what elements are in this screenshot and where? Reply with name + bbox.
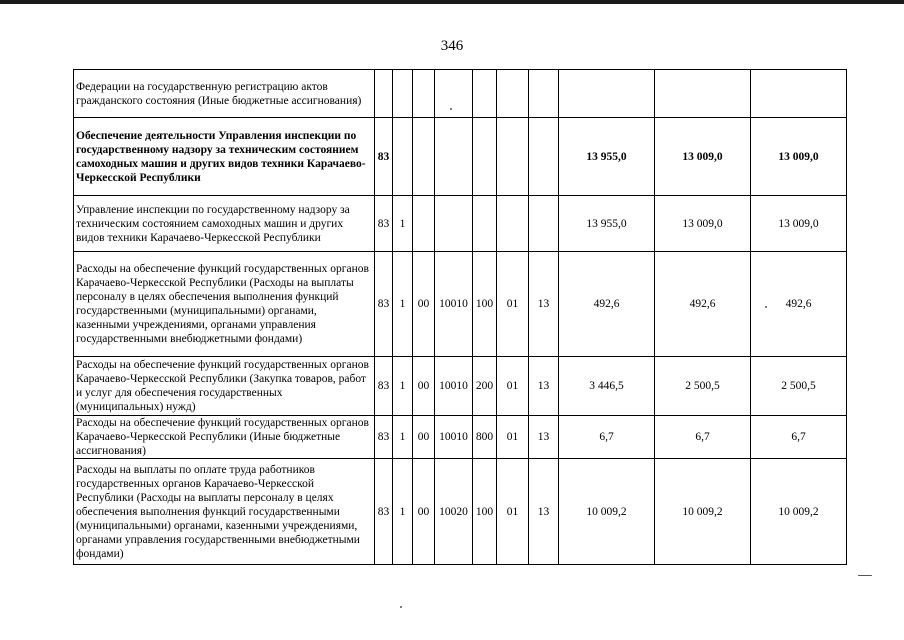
amount-year2-cell: 6,7	[655, 416, 751, 459]
code-cell: 83	[375, 196, 393, 252]
podrazdel-cell: 13	[529, 252, 559, 357]
table-row	[74, 196, 847, 252]
podrazdel-cell: 13	[529, 416, 559, 459]
program-cell: 00	[413, 357, 435, 416]
podrazdel-cell: 13	[529, 459, 559, 565]
code-cell: 83	[375, 357, 393, 416]
section-cell: 1	[393, 252, 413, 357]
code-cell	[375, 70, 393, 118]
top-border-line	[0, 0, 904, 4]
direction-cell	[435, 196, 473, 252]
podrazdel-cell: 13	[529, 357, 559, 416]
expense-type-cell: 100	[473, 459, 497, 565]
row-name: Расходы на выплаты по оплате труда работников государственных органов Карачаево-Черкесской Республики (Расходы на выплаты персоналу в целях обеспечения выполнения функций государственными (муниципальными) органами, казенными учреждениями, органами управления государственными внебюджетными фондами)	[74, 459, 375, 565]
amount-year3-cell: 6,7	[751, 416, 847, 459]
podrazdel-cell	[529, 70, 559, 118]
podrazdel-cell	[529, 118, 559, 196]
code-cell: 83	[375, 252, 393, 357]
amount-year1-cell: 10 009,2	[559, 459, 655, 565]
expense-type-cell: 800	[473, 416, 497, 459]
razdel-cell	[497, 196, 529, 252]
amount-year1-cell	[559, 70, 655, 118]
scan-speck	[858, 575, 872, 576]
page-number: 346	[440, 38, 464, 54]
code-cell: 83	[375, 416, 393, 459]
scan-speck	[450, 108, 452, 110]
amount-year1-cell: 3 446,5	[559, 357, 655, 416]
amount-year2-cell: 13 009,0	[655, 196, 751, 252]
section-cell: 1	[393, 459, 413, 565]
program-cell	[413, 70, 435, 118]
direction-cell: 10010	[435, 357, 473, 416]
row-name: Федерации на государственную регистрацию актов гражданского состояния (Иные бюджетные ассигнования)	[74, 70, 375, 118]
direction-cell: 10020	[435, 459, 473, 565]
amount-year2-cell: 2 500,5	[655, 357, 751, 416]
section-cell: 1	[393, 196, 413, 252]
expense-type-cell: 200	[473, 357, 497, 416]
table-row	[74, 416, 847, 459]
razdel-cell	[497, 118, 529, 196]
amount-year3-cell: 10 009,2	[751, 459, 847, 565]
table-row	[74, 252, 847, 357]
program-cell: 00	[413, 252, 435, 357]
program-cell: 00	[413, 459, 435, 565]
amount-year2-cell: 10 009,2	[655, 459, 751, 565]
amount-year1-cell: 492,6	[559, 252, 655, 357]
amount-year2-cell	[655, 70, 751, 118]
amount-year3-cell: 2 500,5	[751, 357, 847, 416]
row-name: Расходы на обеспечение функций государственных органов Карачаево-Черкесской Республики (Закупка товаров, работ и услуг для обеспечения государственных (муниципальных) нужд)	[74, 357, 375, 416]
razdel-cell: 01	[497, 459, 529, 565]
amount-year3-cell: 13 009,0	[751, 118, 847, 196]
scan-speck	[400, 606, 402, 608]
direction-cell	[435, 118, 473, 196]
code-cell: 83	[375, 459, 393, 565]
razdel-cell	[497, 70, 529, 118]
razdel-cell: 01	[497, 357, 529, 416]
amount-year1-cell: 13 955,0	[559, 118, 655, 196]
razdel-cell: 01	[497, 416, 529, 459]
razdel-cell: 01	[497, 252, 529, 357]
section-cell: 1	[393, 357, 413, 416]
amount-year3-cell: 13 009,0	[751, 196, 847, 252]
code-cell: 83	[375, 118, 393, 196]
table-row	[74, 70, 847, 118]
expense-type-cell	[473, 196, 497, 252]
row-name: Расходы на обеспечение функций государственных органов Карачаево-Черкесской Республики (Расходы на выплаты персоналу в целях обеспечения выполнения функций государственными (муниципальными) органами, казенными учреждениями, органами управления государственными внебюджетными фондами)	[74, 252, 375, 357]
row-name: Управление инспекции по государственному надзору за техническим состоянием самоходных машин и других видов техники Карачаево-Черкесской Республики	[74, 196, 375, 252]
amount-year3-cell: 492,6	[751, 252, 847, 357]
table-row	[74, 357, 847, 416]
row-name: Расходы на обеспечение функций государственных органов Карачаево-Черкесской Республики (Иные бюджетные ассигнования)	[74, 416, 375, 459]
direction-cell: 10010	[435, 252, 473, 357]
direction-cell: 10010	[435, 416, 473, 459]
budget-table	[73, 69, 847, 565]
section-cell	[393, 118, 413, 196]
expense-type-cell: 100	[473, 252, 497, 357]
table-row	[74, 118, 847, 196]
row-name: Обеспечение деятельности Управления инспекции по государственному надзору за техническим состоянием самоходных машин и других видов техники Карачаево-Черкесской Республики	[74, 118, 375, 196]
expense-type-cell	[473, 70, 497, 118]
amount-year1-cell: 13 955,0	[559, 196, 655, 252]
amount-year2-cell: 492,6	[655, 252, 751, 357]
direction-cell	[435, 70, 473, 118]
amount-year2-cell: 13 009,0	[655, 118, 751, 196]
scan-speck	[765, 306, 767, 308]
program-cell	[413, 196, 435, 252]
program-cell: 00	[413, 416, 435, 459]
section-cell	[393, 70, 413, 118]
expense-type-cell	[473, 118, 497, 196]
section-cell: 1	[393, 416, 413, 459]
table-row	[74, 459, 847, 565]
amount-year1-cell: 6,7	[559, 416, 655, 459]
amount-year3-cell	[751, 70, 847, 118]
program-cell	[413, 118, 435, 196]
podrazdel-cell	[529, 196, 559, 252]
